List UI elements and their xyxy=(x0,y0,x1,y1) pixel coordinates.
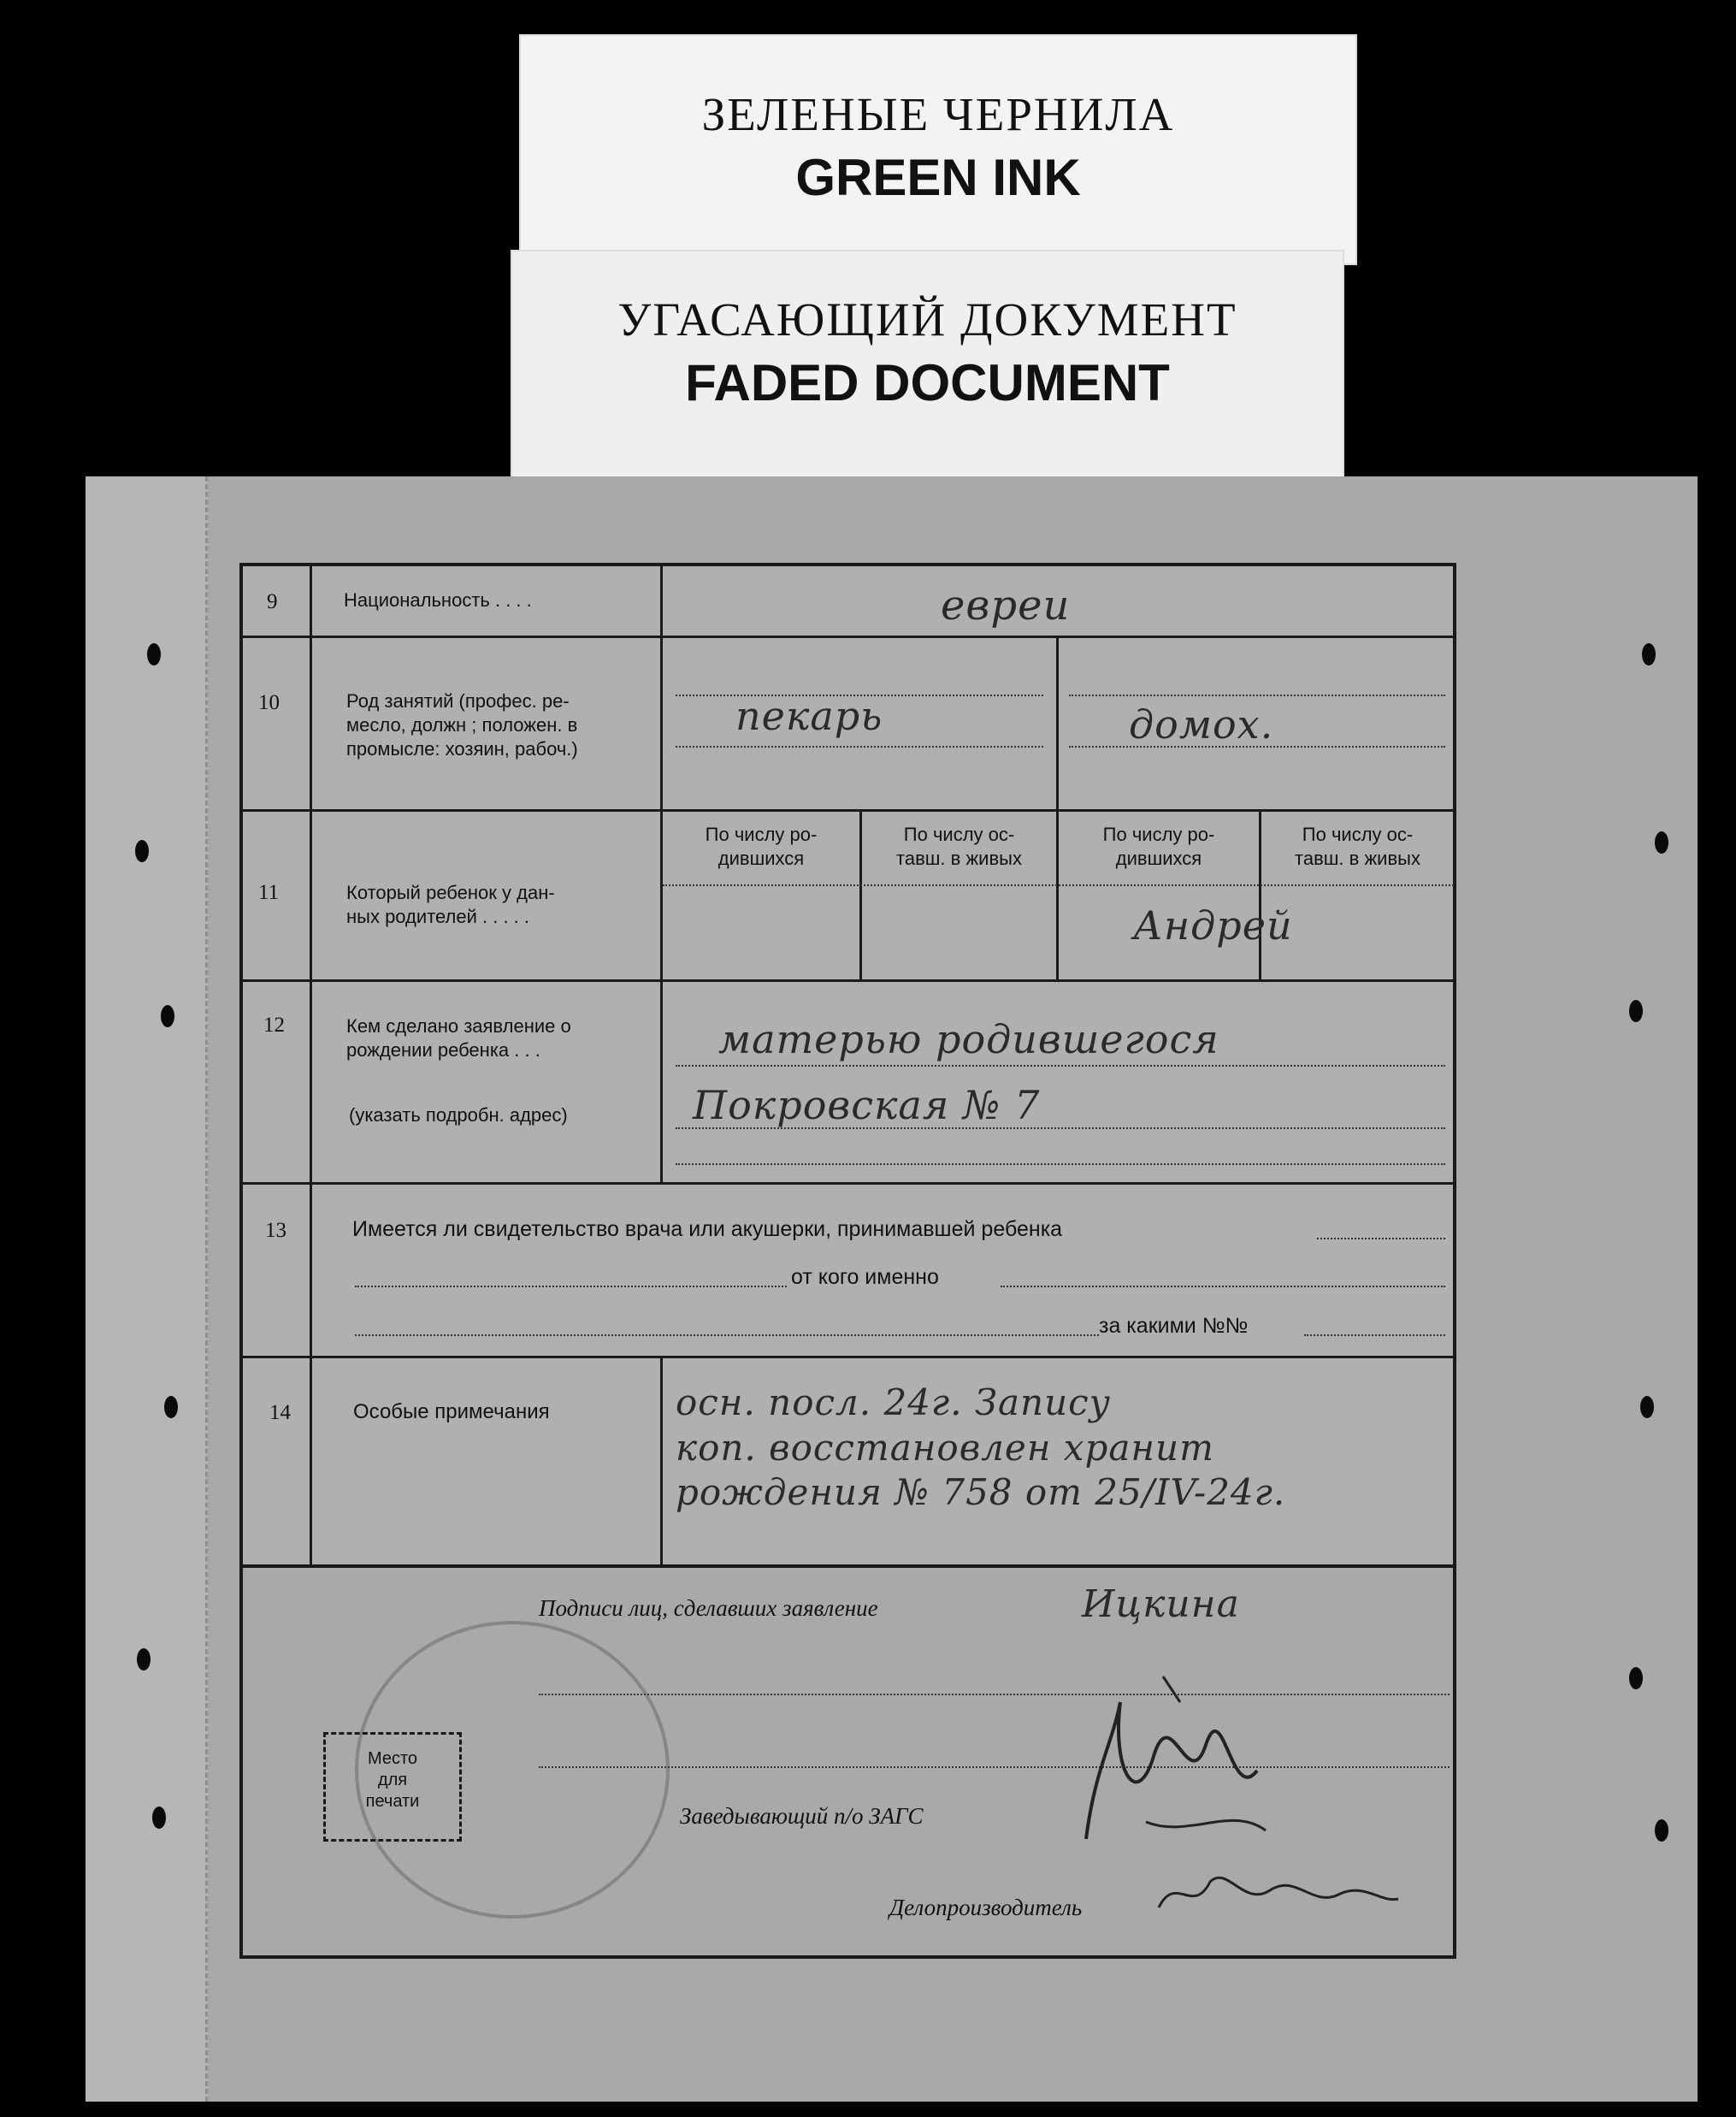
row-11-number: 11 xyxy=(258,881,280,904)
row-10-number: 10 xyxy=(258,691,280,714)
clerk-signature-scribble xyxy=(1150,1856,1407,1925)
green-ink-russian-text: ЗЕЛЕНЫЕ ЧЕРНИЛА xyxy=(701,88,1175,140)
row-divider xyxy=(239,809,1456,812)
punch-hole xyxy=(1629,1667,1643,1689)
field-line xyxy=(1069,695,1445,696)
certificate-question: Имеется ли свидетельство врача или акушерки, принимавшей ребенка xyxy=(352,1217,1063,1241)
field-line xyxy=(355,1286,787,1287)
punch-hole xyxy=(147,643,161,665)
nationality-value: евреи xyxy=(941,582,1071,630)
from-whom-label: от кого именно xyxy=(791,1265,939,1289)
green-ink-english-text: GREEN INK xyxy=(795,149,1081,206)
parent-column-divider xyxy=(1056,636,1059,979)
faded-document-label-card xyxy=(511,250,1344,481)
occupation-label-line-3: промысле: хозяин, рабоч.) xyxy=(346,738,578,760)
number-column-divider xyxy=(310,563,312,1565)
row-divider xyxy=(239,979,1456,982)
col-header-2-line-2: тавш. в живых xyxy=(896,848,1022,869)
registry-head-label: Заведывающий п/о ЗАГС xyxy=(680,1803,924,1829)
clerk-label: Делопроизводитель xyxy=(889,1895,1083,1920)
punch-hole xyxy=(1655,1819,1668,1842)
punch-hole xyxy=(1629,1000,1643,1022)
col-header-4-line-2: тавш. в живых xyxy=(1295,848,1420,869)
punch-hole xyxy=(152,1807,166,1829)
field-line xyxy=(1304,1334,1445,1336)
stamp-place-box xyxy=(323,1732,462,1842)
header-underline xyxy=(663,884,1454,886)
punch-hole xyxy=(1655,831,1668,854)
col-header-4-line-1: По числу ос- xyxy=(1302,824,1414,845)
field-line xyxy=(676,1163,1445,1165)
declarant-signature-value: Ицкина xyxy=(1082,1582,1240,1626)
declarant-label-line-2: рождении ребенка . . . xyxy=(346,1039,540,1061)
punch-hole xyxy=(1640,1396,1654,1418)
punch-hole xyxy=(164,1396,178,1418)
row-14-number: 14 xyxy=(269,1401,291,1424)
label-column-divider xyxy=(660,563,663,1185)
field-line xyxy=(1001,1286,1445,1287)
green-ink-label-card xyxy=(519,34,1357,265)
label-column-divider xyxy=(660,1356,663,1565)
head-signature-scribble xyxy=(1060,1668,1283,1882)
mother-occupation-value: домох. xyxy=(1129,701,1274,748)
signature-line xyxy=(539,1766,1450,1768)
special-notes-line-3: рождения № 758 от 25/IV-24г. xyxy=(676,1471,1286,1513)
declarant-value: матерью родившегося xyxy=(718,1016,1219,1062)
row-12-number: 12 xyxy=(263,1014,285,1037)
stamp-place-text-line-3: печати xyxy=(365,1792,420,1811)
row-divider xyxy=(239,1182,1456,1185)
row-divider xyxy=(239,636,1456,638)
child-order-value: Андрей xyxy=(1133,902,1293,949)
address-label: (указать подробн. адрес) xyxy=(349,1104,568,1126)
child-order-label-line-2: ных родителей . . . . . xyxy=(346,906,530,927)
numbers-label: за какими №№ xyxy=(1099,1314,1249,1338)
father-occupation-value: пекарь xyxy=(735,693,883,739)
field-line xyxy=(676,1065,1445,1067)
signature-line xyxy=(539,1694,1450,1695)
field-line xyxy=(1317,1238,1445,1239)
punch-hole xyxy=(137,1648,151,1671)
stamp-place-text-line-1: Место xyxy=(367,1749,418,1768)
row-13-number: 13 xyxy=(265,1219,286,1242)
special-notes-line-1: осн. посл. 24г. Запису xyxy=(676,1381,1112,1423)
special-notes-line-2: коп. восстановлен хранит xyxy=(676,1427,1214,1469)
col-header-3-line-2: дившихся xyxy=(1115,848,1202,869)
occupation-label-line-2: месло, должн ; положен. в xyxy=(346,714,578,736)
col-header-2-line-1: По числу ос- xyxy=(903,824,1015,845)
field-line xyxy=(355,1334,1099,1336)
col-header-1-line-1: По числу ро- xyxy=(705,824,818,845)
punch-hole xyxy=(135,840,149,862)
faded-document-english-text: FADED DOCUMENT xyxy=(685,354,1170,411)
punch-hole xyxy=(1642,643,1656,665)
declarant-label-line-1: Кем сделано заявление о xyxy=(346,1015,571,1037)
row-9-number: 9 xyxy=(267,590,278,613)
declarant-signatures-label: Подписи лиц, сделавших заявление xyxy=(539,1595,878,1621)
paper-binding-strip xyxy=(86,476,208,2102)
field-line xyxy=(676,746,1043,748)
faded-document-russian-text: УГАСАЮЩИЙ ДОКУМЕНТ xyxy=(617,293,1237,346)
special-notes-label: Особые примечания xyxy=(353,1400,550,1423)
child-order-label-line-1: Который ребенок у дан- xyxy=(346,882,555,903)
col-header-1-line-2: дившихся xyxy=(717,848,805,869)
occupation-label-line-1: Род занятий (профес. ре- xyxy=(346,690,570,712)
col-header-3-line-1: По числу ро- xyxy=(1102,824,1215,845)
row-divider xyxy=(239,1356,1456,1358)
declarant-address-value: Покровская № 7 xyxy=(693,1082,1041,1128)
stamp-place-text-line-2: для xyxy=(377,1771,408,1789)
nationality-label: Национальность . . . . xyxy=(344,589,532,611)
punch-hole xyxy=(161,1005,174,1027)
